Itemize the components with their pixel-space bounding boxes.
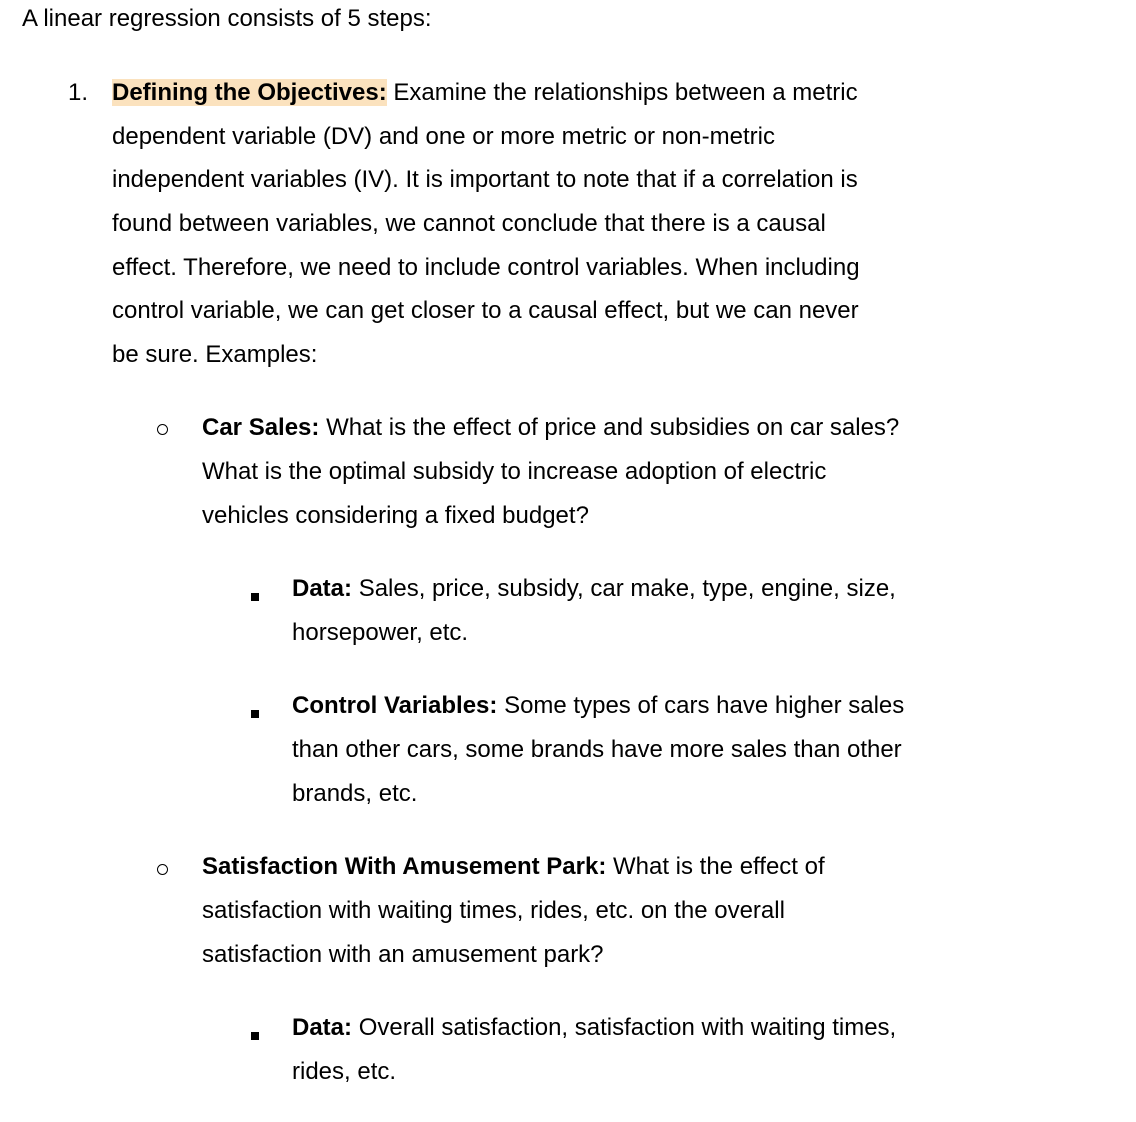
- example-title: Satisfaction With Amusement Park:: [202, 853, 607, 880]
- step-text-line: dependent variable (DV) and one or more metric or non-metric: [112, 123, 775, 150]
- example-text-line: vehicles considering a fixed budget?: [202, 502, 589, 529]
- step-number: 1.: [68, 79, 89, 106]
- step-text-line: found between variables, we cannot conclude that there is a causal: [112, 210, 826, 237]
- example-text-line: What is the effect of: [612, 853, 825, 880]
- sub-title: Control Variables:: [292, 692, 498, 719]
- sub-title: Data:: [292, 575, 353, 602]
- sub-text-line: brands, etc.: [292, 780, 418, 807]
- step-text-line: effect. Therefore, we need to include control variables. When including: [112, 254, 860, 281]
- sub-text-line: rides, etc.: [292, 1058, 397, 1085]
- sub-text-line: horsepower, etc.: [292, 619, 469, 646]
- sub-text-line: Some types of cars have higher sales: [504, 692, 905, 719]
- sub-text-line: Overall satisfaction, satisfaction with waiting times,: [358, 1014, 897, 1041]
- example-text-line: satisfaction with an amusement park?: [202, 941, 604, 968]
- intro-text: A linear regression consists of 5 steps:: [22, 5, 432, 32]
- circle-bullet-icon: [157, 424, 168, 435]
- example-text-line: What is the effect of price and subsidies on car sales?: [326, 414, 900, 441]
- sub-title: Data:: [292, 1014, 353, 1041]
- square-bullet-icon: [251, 1032, 259, 1040]
- square-bullet-icon: [251, 593, 259, 601]
- sub-text-line: Sales, price, subsidy, car make, type, engine, size,: [358, 575, 896, 602]
- circle-bullet-icon: [157, 864, 168, 875]
- step-text-line: control variable, we can get closer to a causal effect, but we can never: [112, 297, 859, 324]
- example-text-line: What is the optimal subsidy to increase adoption of electric: [202, 458, 827, 485]
- square-bullet-icon: [251, 710, 259, 718]
- example-text-line: satisfaction with waiting times, rides, etc. on the overall: [202, 897, 785, 924]
- step-text-line: be sure. Examples:: [112, 341, 318, 368]
- example-title: Car Sales:: [202, 414, 320, 441]
- sub-text-line: than other cars, some brands have more sales than other: [292, 736, 902, 763]
- step-text-line: Examine the relationships between a metric: [393, 79, 858, 106]
- step-title: Defining the Objectives:: [112, 79, 387, 106]
- step-text-line: independent variables (IV). It is important to note that if a correlation is: [112, 166, 858, 193]
